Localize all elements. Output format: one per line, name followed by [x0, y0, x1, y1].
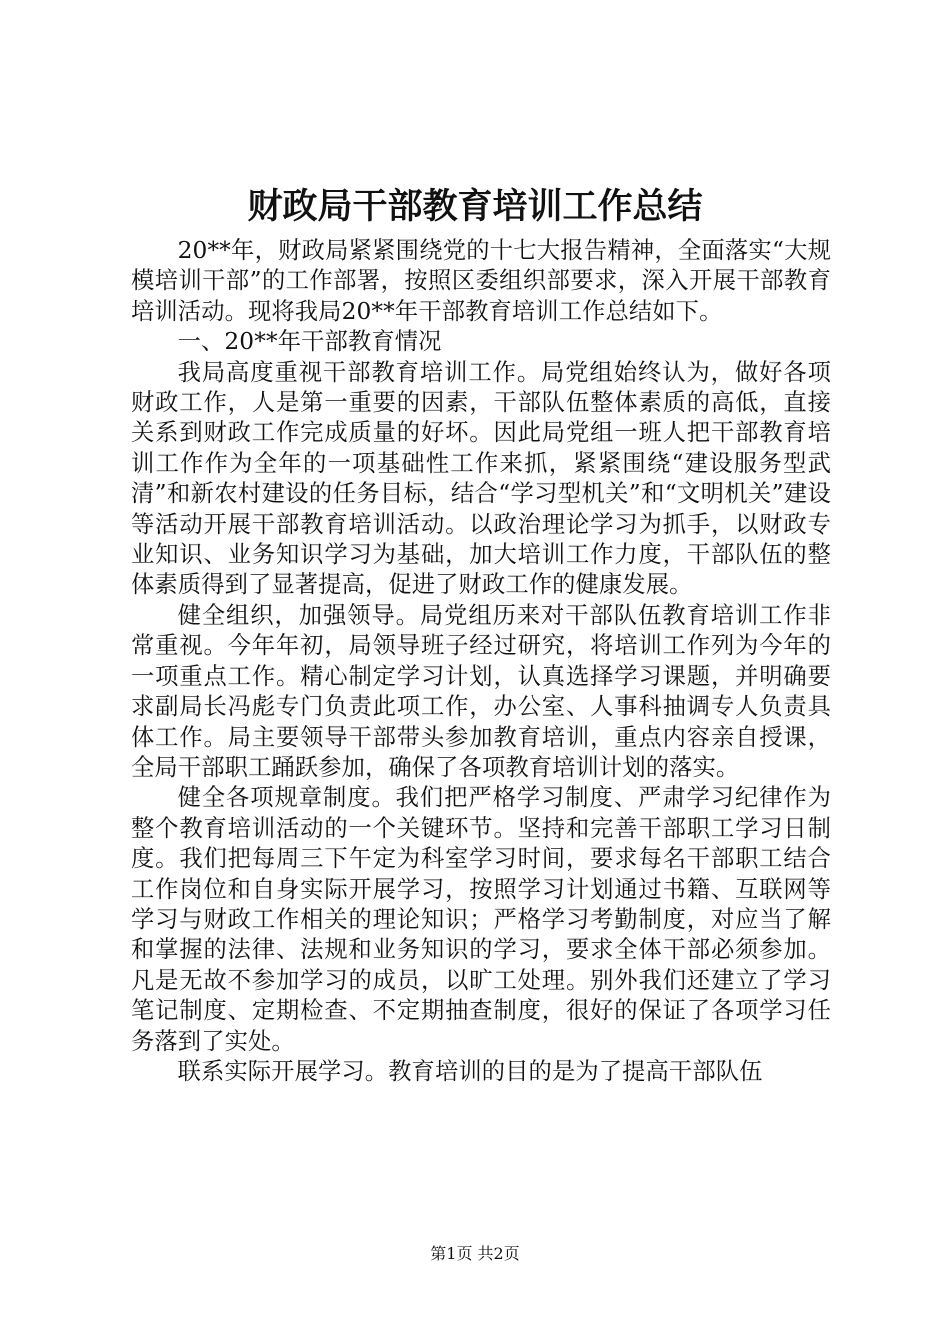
document-body [131, 236, 831, 1087]
intro-paragraph: 20**年，财政局紧紧围绕党的十七大报告精神，全面落实“大规模培训干部”的工作部署，按照区委组织部要求，深入开展干部教育培训活动。现将我局20**年干部教育培训工作总结如下。 [131, 237, 831, 325]
document-title: 财政局干部教育培训工作总结 [247, 186, 703, 227]
body-paragraph: 健全各项规章制度。我们把严格学习制度、严肃学习纪律作为整个教育培训活动的一个关键环节。坚持和完善干部职工学习日制度。我们把每周三下午定为科室学习时间，要求每名干部职工结合工作岗位和自身实际开展学习，按照学习计划通过书籍、互联网等学习与财政工作相关的理论知识；严格学习考勤制度，对应当了解和掌握的法律、法规和业务知识的学习，要求全体干部必须参加。凡是无故不参加学习的成员，以旷工处理。别外我们还建立了学习笔记制度、定期检查、不定期抽查制度，很好的保证了各项学习任务落到了实处。 [131, 784, 831, 1055]
body-paragraph: 联系实际开展学习。教育培训的目的是为了提高干部队伍 [177, 1057, 763, 1085]
section-heading: 一、20**年干部教育情况 [177, 328, 442, 356]
body-paragraph: 健全组织，加强领导。局党组历来对干部队伍教育培训工作非常重视。今年年初，局领导班子经过研究，将培训工作列为今年的一项重点工作。精心制定学习计划，认真选择学习课题，并明确要求副局长冯彪专门负责此项工作，办公室、人事科抽调专人负责具体工作。局主要领导干部带头参加教育培训，重点内容亲自授课，全局干部职工踊跃参加，确保了各项教育培训计划的落实。 [131, 601, 831, 781]
page-footer: 第1页 共2页 [430, 1244, 520, 1263]
body-paragraph: 我局高度重视干部教育培训工作。局党组始终认为，做好各项财政工作，人是第一重要的因素，干部队伍整体素质的高低，直接关系到财政工作完成质量的好坏。因此局党组一班人把干部教育培训工作作为全年的一项基础性工作来抓，紧紧围绕“建设服务型武清”和新农村建设的任务目标，结合“学习型机关”和“文明机关”建设等活动开展干部教育培训活动。以政治理论学习为抓手，以财政专业知识、业务知识学习为基础，加大培训工作力度，干部队伍的整体素质得到了显著提高，促进了财政工作的健康发展。 [131, 358, 831, 599]
